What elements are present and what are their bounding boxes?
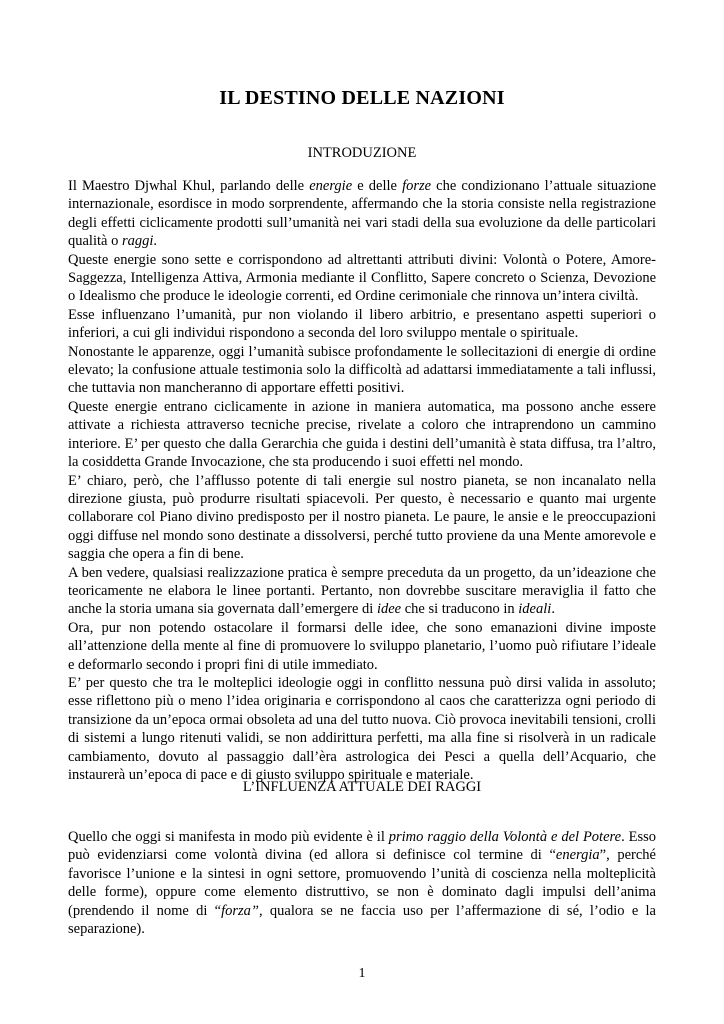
italic-term: forze (402, 178, 432, 194)
section-heading-introduzione: INTRODUZIONE (307, 145, 417, 161)
section-body-introduzione (68, 177, 656, 784)
italic-term: raggi (121, 233, 154, 250)
italic-term: energie (309, 178, 353, 194)
italic-term: forza” (221, 902, 259, 919)
italic-term: primo raggio della Volontà e del Potere (388, 829, 622, 845)
paragraph: Ora, pur non potendo ostacolare il formarsi delle idee, che sono emanazioni divine imposte all’attenzione della mente al fine di promuovere lo sviluppo planetario, l’uomo può rifiutare l’ideale e deformarlo secondo i propri fini di utile immediato. (68, 619, 656, 673)
paragraph: E’ chiaro, però, che l’afflusso potente di tali energie sul nostro pianeta, se non incanalato nella direzione giusta, può produrre risultati spiacevoli. Per questo, è necessario e quanto mai urgente collaborare col Piano divino predisposto per il nostro pianeta. Le paure, le ansie e le preoccupazioni oggi diffuse nel mondo sono destinate a dissolversi, perché tutto proviene da una Mente amorevole e saggia che opera a fin di bene. (68, 472, 656, 563)
italic-term: energia (555, 847, 600, 864)
italic-term: idee (376, 601, 402, 618)
paragraph: A ben vedere, qualsiasi realizzazione pratica è sempre preceduta da un progetto, da un’ideazione che teoricamente ne elabora le linee portanti. Pertanto, non dovrebbe suscitare meraviglia il fatto che anche la storia umana sia governata dall’emergere di idee che si traducono in ideali. (68, 564, 656, 618)
paragraph: Queste energie sono sette e corrispondono ad altrettanti attributi divini: Volontà o Potere, Amore-Saggezza, Intelligenza Attiva, Armonia mediante il Conflitto, Sapere concreto o Scienza, Devozione o Idealismo che produce le ideologie correnti, ed Ordine cerimoniale che rinnova un’intera civiltà. (68, 251, 656, 305)
document-title: IL DESTINO DELLE NAZIONI (219, 87, 505, 109)
paragraph: E’ per questo che tra le molteplici ideologie oggi in conflitto nessuna può dirsi valida in assoluto; esse riflettono più o meno l’idea originaria e corrispondono al caos che caratterizza ogni periodo di transizione da un’epoca ormai obsoleta ad una del tutto nuova. Ciò provoca inevitabili tensioni, crolli di sistemi a lungo ritenuti validi, se non addirittura perfetti, ma alla fine si risolverà in un radicale cambiamento, dovuto al passaggio dall’èra astrologica dei Pesci a quella dell’Acquario, che instaurerà un’epoca di pace e di giusto sviluppo spirituale e materiale. (68, 674, 656, 783)
paragraph: Nonostante le apparenze, oggi l’umanità subisce profondamente le sollecitazioni di energie di ordine elevato; la confusione attuale testimonia solo la difficoltà ad adattarsi immediatamente a tali influssi, che tuttavia non mancheranno di apportare effetti positivi. (68, 343, 656, 397)
page-number: 1 (358, 966, 366, 981)
paragraph: Quello che oggi si manifesta in modo più evidente è il primo raggio della Volontà e del Potere. Esso può evidenziarsi come volontà divina (ed allora si definisce col termine di “energia”, perché favorisce l’unione e la sintesi in ogni settore, promuovendo l’unità di coscienza nella molteplicità delle forme), oppure come elemento distruttivo, se non è dominato dagli impulsi dell’anima (prendendo il nome di “forza”, qualora se ne faccia uso per l’affermazione di sé, l’odio e la separazione). (68, 829, 656, 938)
paragraph: Queste energie entrano ciclicamente in azione in maniera automatica, ma possono anche essere attivate a richiesta attraverso tecniche precise, rivelate a coloro che intraprendono un cammino interiore. E’ per questo che dalla Gerarchia che guida i destini dell’umanità è stata diffusa, tra l’altro, la cosiddetta Grande Invocazione, che sta producendo i suoi effetti nel mondo. (68, 398, 656, 471)
section-body-influenza-raggi (68, 828, 656, 938)
italic-term: ideali (518, 601, 552, 618)
paragraph: Esse influenzano l’umanità, pur non violando il libero arbitrio, e presentano aspetti superiori o inferiori, a cui gli individui rispondono a seconda del loro sviluppo mentale o spirituale. (68, 306, 656, 342)
section-heading-influenza-raggi: L’INFLUENZA ATTUALE DEI RAGGI (242, 779, 482, 795)
paragraph: Il Maestro Djwhal Khul, parlando delle energie e delle forze che condizionano l’attuale situazione internazionale, esordisce in modo sorprendente, affermando che la storia consiste nella registrazione degli effetti ciclicamente prodotti sull’umanità nei vari stadi della sua evoluzione da delle particolari qualità o raggi. (68, 178, 656, 250)
